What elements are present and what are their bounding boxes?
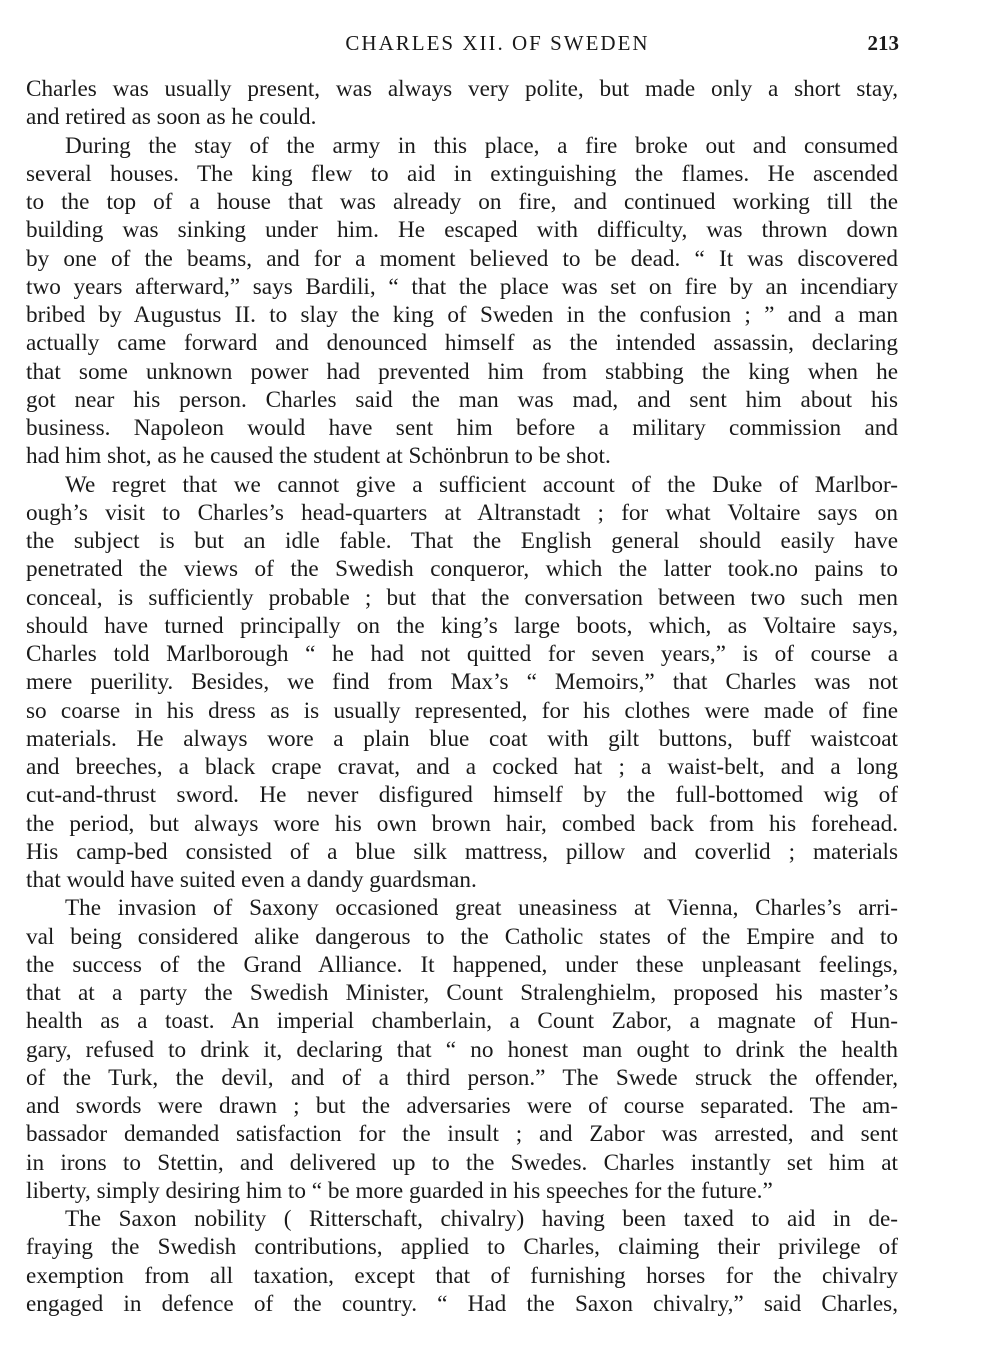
text-line: Charles was usually present, was always very polite, but made only a short stay, [26, 76, 898, 102]
text-line: actually came forward and denounced himself as the intended assassin, declaring [26, 330, 898, 357]
text-line: several houses. The king flew to aid in extinguishing the flames. He ascended [26, 160, 898, 187]
text-line: the success of the Grand Alliance. It happened, under these unpleasant feelings, [26, 951, 898, 978]
text-line: by one of the beams, and for a moment believed to be dead. “ It was discovered [26, 245, 898, 272]
text-line: ough’s visit to Charles’s head-quarters at Altranstadt ; for what Voltaire says on [26, 499, 898, 526]
text-line: The invasion of Saxony occasioned great uneasiness at Vienna, Charles’s arri- [65, 895, 898, 922]
text-line: building was sinking under him. He escaped with difficulty, was thrown down [26, 217, 898, 244]
text-line: We regret that we cannot give a sufficient account of the Duke of Marlbor- [65, 471, 898, 498]
text-line: business. Napoleon would have sent him before a military commission and [26, 415, 898, 441]
paragraph [26, 894, 898, 1205]
text-line: conceal, is sufficiently probable ; but that the conversation between two such men [26, 584, 898, 611]
text-line: penetrated the views of the Swedish conqueror, which the latter took.no pains to [26, 556, 898, 583]
text-line: to the top of a house that was already on fire, and continued working till the [26, 189, 898, 215]
text-line: bribed by Augustus II. to slay the king of Sweden in the confusion ; ” and a man [26, 302, 898, 328]
text-line: exemption from all taxation, except that of furnishing horses for the chivalry [26, 1262, 898, 1289]
paragraph [26, 132, 898, 471]
text-line: mere puerility. Besides, we find from Max’s “ Memoirs,” that Charles was not [26, 669, 898, 696]
text-line: bassador demanded satisfaction for the insult ; and Zabor was arrested, and sent [26, 1121, 898, 1148]
text-line: His camp-bed consisted of a blue silk mattress, pillow and coverlid ; materials [26, 838, 898, 865]
text-line: and swords were drawn ; but the adversaries were of course separated. The am- [26, 1093, 898, 1119]
text-line: cut-and-thrust sword. He never disfigured himself by the full-bottomed wig of [26, 782, 898, 809]
page-number: 213 [867, 31, 899, 55]
text-line: gary, refused to drink it, declaring that “ no honest man ought to drink the health [26, 1036, 898, 1063]
text-line: materials. He always wore a plain blue coat with gilt buttons, buff waistcoat [26, 725, 898, 752]
text-line: liberty, simply desiring him to “ be more guarded in his speeches for the future.” [26, 1177, 773, 1204]
text-line: that some unknown power had prevented him from stabbing the king when he [26, 358, 898, 385]
text-line: val being considered alike dangerous to the Catholic states of the Empire and to [26, 923, 898, 950]
paragraph [26, 471, 898, 895]
text-line: Charles told Marlborough “ he had not quitted for seven years,” is of course a [26, 641, 898, 667]
paragraph [26, 75, 898, 132]
text-line: so coarse in his dress as is usually represented, for his clothes were made of fine [26, 697, 898, 724]
body-text [26, 75, 898, 1318]
text-line: got near his person. Charles said the man was mad, and sent him about his [26, 386, 898, 413]
text-line: fraying the Swedish contributions, applied to Charles, claiming their privilege of [26, 1234, 898, 1261]
text-line: health as a toast. An imperial chamberlain, a Count Zabor, a magnate of Hun- [26, 1008, 898, 1035]
text-line: and retired as soon as he could. [26, 104, 317, 131]
paragraph [26, 1205, 898, 1318]
text-line: the period, but always wore his own brown hair, combed back from his forehead. [26, 810, 898, 837]
running-title: CHARLES XII. OF SWEDEN [345, 31, 650, 55]
text-line: The Saxon nobility ( Ritterschaft, chivalry) having been taxed to aid in de- [65, 1206, 898, 1232]
text-line: of the Turk, the devil, and of a third person.” The Swede struck the offender, [26, 1064, 898, 1091]
text-line: and breeches, a black crape cravat, and a cocked hat ; a waist-belt, and a long [26, 754, 898, 780]
text-line: in irons to Stettin, and delivered up to the Swedes. Charles instantly set him at [26, 1149, 898, 1176]
text-line: engaged in defence of the country. “ Had the Saxon chivalry,” said Charles, [26, 1290, 898, 1317]
text-line: that would have suited even a dandy guardsman. [26, 867, 477, 893]
text-line: had him shot, as he caused the student at Schönbrun to be shot. [26, 443, 611, 470]
text-line: that at a party the Swedish Minister, Count Stralenghielm, proposed his master’s [26, 980, 898, 1006]
running-head [0, 28, 995, 58]
text-line: two years afterward,” says Bardili, “ that the place was set on fire by an incendiary [26, 273, 898, 300]
text-line: should have turned principally on the king’s large boots, which, as Voltaire says, [26, 612, 898, 639]
text-line: During the stay of the army in this place, a fire broke out and consumed [65, 132, 898, 159]
text-line: the subject is but an idle fable. That the English general should easily have [26, 528, 898, 554]
